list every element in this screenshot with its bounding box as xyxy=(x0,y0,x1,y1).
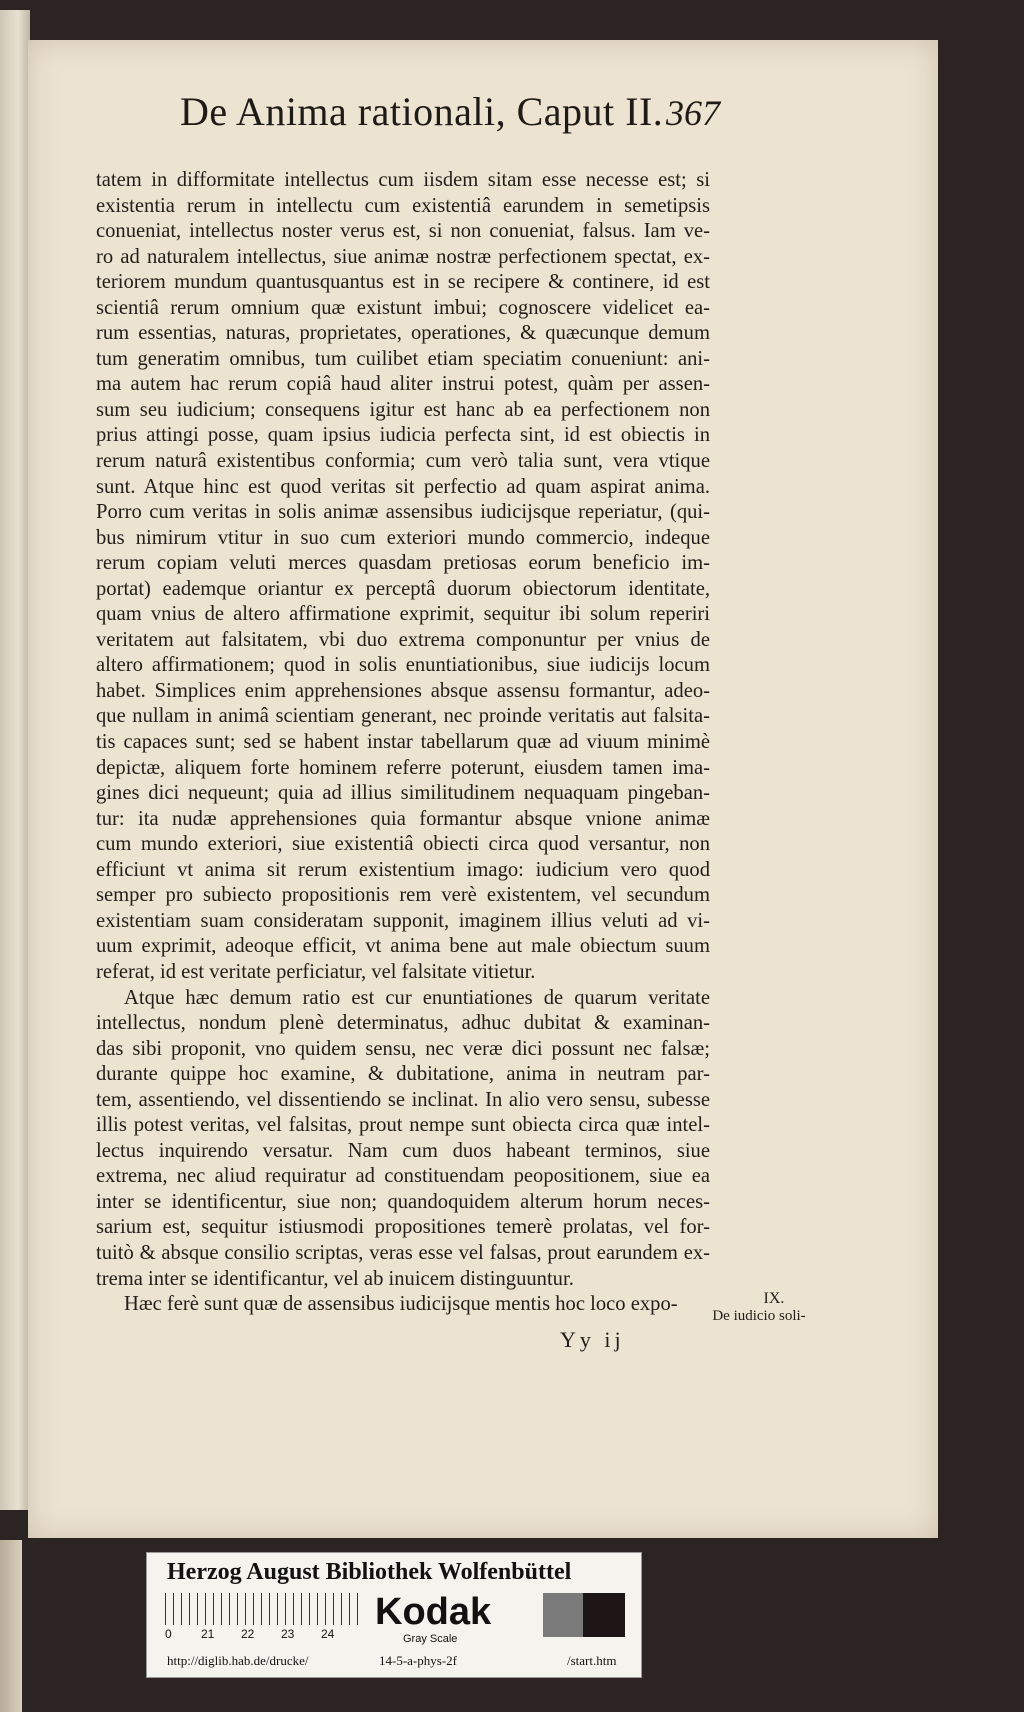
text-line: rerum naturâ existentibus conformia; cum verò talia sunt, vera vtique xyxy=(96,450,710,473)
text-line: sarium est, sequitur istiusmodi propositiones temerè prolatas, vel for- xyxy=(96,1216,710,1239)
text-line: durante quippe hoc examine, & dubitatione, anima in neutram par- xyxy=(96,1063,710,1086)
page-number: 367 xyxy=(666,93,720,133)
text-line: das sibi proponit, vno quidem sensu, nec veræ dici possunt nec falsæ; xyxy=(96,1037,710,1060)
text-line: rum essentias, naturas, proprietates, operationes, & quæcunque demum xyxy=(96,322,710,345)
text-line: inter se identificentur, siue non; quandoquidem alterum horum neces- xyxy=(96,1190,710,1213)
text-line: Atque hæc demum ratio est cur enuntiationes de quarum veritate xyxy=(124,986,710,1009)
text-line: gines dici nequeunt; quia ad illius similitudinem nequaquam pingeban- xyxy=(96,782,710,805)
text-line: tuitò & absque consilio scriptas, veras esse vel falsas, prout earundem ex- xyxy=(96,1241,710,1264)
left-page-edge xyxy=(0,10,30,1510)
ruler-number: 23 xyxy=(281,1627,295,1641)
text-line: tem, assentiendo, vel dissentiendo se inclinat. In alio vero sensu, subesse xyxy=(96,1088,710,1111)
text-line: tum generatim omnibus, tum cuilibet etiam speciatim conueniunt: ani- xyxy=(96,347,710,370)
text-line: scientiâ rerum omnium quæ existunt imbui; cognoscere videlicet ea- xyxy=(96,296,710,319)
gray-swatch xyxy=(543,1593,583,1637)
library-name: Herzog August Bibliothek Wolfenbüttel xyxy=(167,1559,572,1585)
marginal-note-number: IX. xyxy=(763,1290,785,1307)
left-page-edge-lower xyxy=(0,1540,22,1712)
url-row xyxy=(167,1653,627,1671)
text-line: conueniat, intellectus noster verus est, si non conueniat, falsus. Iam ve- xyxy=(96,220,710,243)
text-line: intellectus, nondum plenè determinatus, adhuc dubitat & examinan- xyxy=(96,1012,710,1035)
text-line: trema inter se identificantur, vel ab inuicem distinguuntur. xyxy=(96,1267,574,1290)
text-line: existentiam suam consideratam supponit, imaginem illius veluti ad vi- xyxy=(96,909,710,932)
url-base: http://diglib.hab.de/drucke/ xyxy=(167,1653,309,1668)
text-line: prius attingi posse, quam ipsius iudicia perfecta sint, id est obiectis in xyxy=(96,424,710,447)
grayscale-label: Gray Scale xyxy=(403,1633,458,1645)
ruler-numbers xyxy=(165,1627,365,1645)
text-line: que nullam in animâ scientiam generant, nec proinde veritatis aut falsita- xyxy=(96,705,710,728)
text-line: habet. Simplices enim apprehensiones absque assensu formantur, adeo- xyxy=(96,679,710,702)
ruler-number: 22 xyxy=(241,1627,255,1641)
text-line: depictæ, aliquem forte hominem referre poterunt, eiusdem tamen ima- xyxy=(96,756,710,779)
text-line: bus nimirum vtitur in suo cum exteriori mundo commercio, indeque xyxy=(96,526,710,549)
running-header xyxy=(150,88,720,144)
text-line: semper pro subiecto propositionis rem verè existentem, vel secundum xyxy=(96,884,710,907)
text-line: sunt. Atque hinc est quod veritas sit perfectio ad quam aspirat anima. xyxy=(96,475,710,498)
text-line: sum seu iudicium; consequens igitur est hanc ab ea perfectionem non xyxy=(96,398,710,421)
text-line: ro ad naturalem intellectus, siue animæ nostræ perfectionem spectat, ex- xyxy=(96,245,710,268)
ruler-number: 21 xyxy=(201,1627,215,1641)
text-line: tur: ita nudæ apprehensiones quia formantur absque vnione animæ xyxy=(96,807,710,830)
marginal-note xyxy=(704,1290,814,1325)
text-line: veritatem aut falsitatem, vbi duo extrema componuntur per vnius de xyxy=(96,628,710,651)
text-line: extrema, nec aliud requiratur ad constituendam peopositionem, siue ea xyxy=(96,1165,710,1188)
text-line: portat) eademque oriantur ex perceptâ duorum obiectorum identitate, xyxy=(96,577,710,600)
ruler-number: 0 xyxy=(165,1627,172,1641)
signature-mark: Yy ij xyxy=(560,1327,625,1352)
ruler-number: 24 xyxy=(321,1627,335,1641)
marginal-note-text: De iudicio soli- xyxy=(712,1308,806,1324)
text-line: ma autem hac rerum copiâ haud aliter instrui potest, quàm per assen- xyxy=(96,373,710,396)
running-title: De Anima rationali, Caput II. xyxy=(180,89,664,134)
text-line: Hæc ferè sunt quæ de assensibus iudicijsque mentis hoc loco expo- xyxy=(124,1293,678,1316)
color-calibration-card xyxy=(146,1552,642,1678)
text-line: illis potest veritas, vel falsitas, prout nempe sunt obiecta circa quæ intel- xyxy=(96,1114,710,1137)
text-line: cum mundo exteriori, siue existentiâ obiecti circa quod versantur, non xyxy=(96,833,710,856)
text-line: referat, id est veritate perficiatur, vel falsitate vitietur. xyxy=(96,960,536,983)
text-line: altero affirmationem; quod in solis enuntiationibus, siue iudicijs locum xyxy=(96,654,710,677)
text-line: existentia rerum in intellectu cum existentiâ earundem in semetipsis xyxy=(96,194,710,217)
url-end: /start.htm xyxy=(567,1653,617,1668)
text-line: efficiunt vt anima sit rerum existentium imago: iudicium vero quod xyxy=(96,858,710,881)
text-line: Porro cum veritas in solis animæ assensibus iudicijsque reperiatur, (qui- xyxy=(96,501,710,524)
text-line: uum exprimit, adeoque efficit, vt anima bene aut male obiectum suum xyxy=(96,935,710,958)
ruler-scale xyxy=(165,1593,361,1625)
text-line: quam vnius de altero affirmatione exprimit, sequitur ibi solum reperiri xyxy=(96,603,710,626)
black-swatch xyxy=(583,1593,625,1637)
text-line: rerum copiam veluti merces quasdam pretiosas eorum beneficio im- xyxy=(96,552,710,575)
kodak-logo: Kodak xyxy=(375,1591,492,1633)
text-line: tis capaces sunt; sed se habent instar tabellarum quæ ad viuum minimè xyxy=(96,731,710,754)
text-line: teriorem mundum quantusquantus est in se recipere & continere, id est xyxy=(96,271,710,294)
shelfmark: 14-5-a-phys-2f xyxy=(379,1653,457,1668)
body-text xyxy=(96,168,710,1338)
text-line: tatem in difformitate intellectus cum iisdem sitam esse necesse est; si xyxy=(96,169,710,191)
text-line: lectus inquirendo versatur. Nam cum duos habeant terminos, siue xyxy=(96,1139,710,1162)
